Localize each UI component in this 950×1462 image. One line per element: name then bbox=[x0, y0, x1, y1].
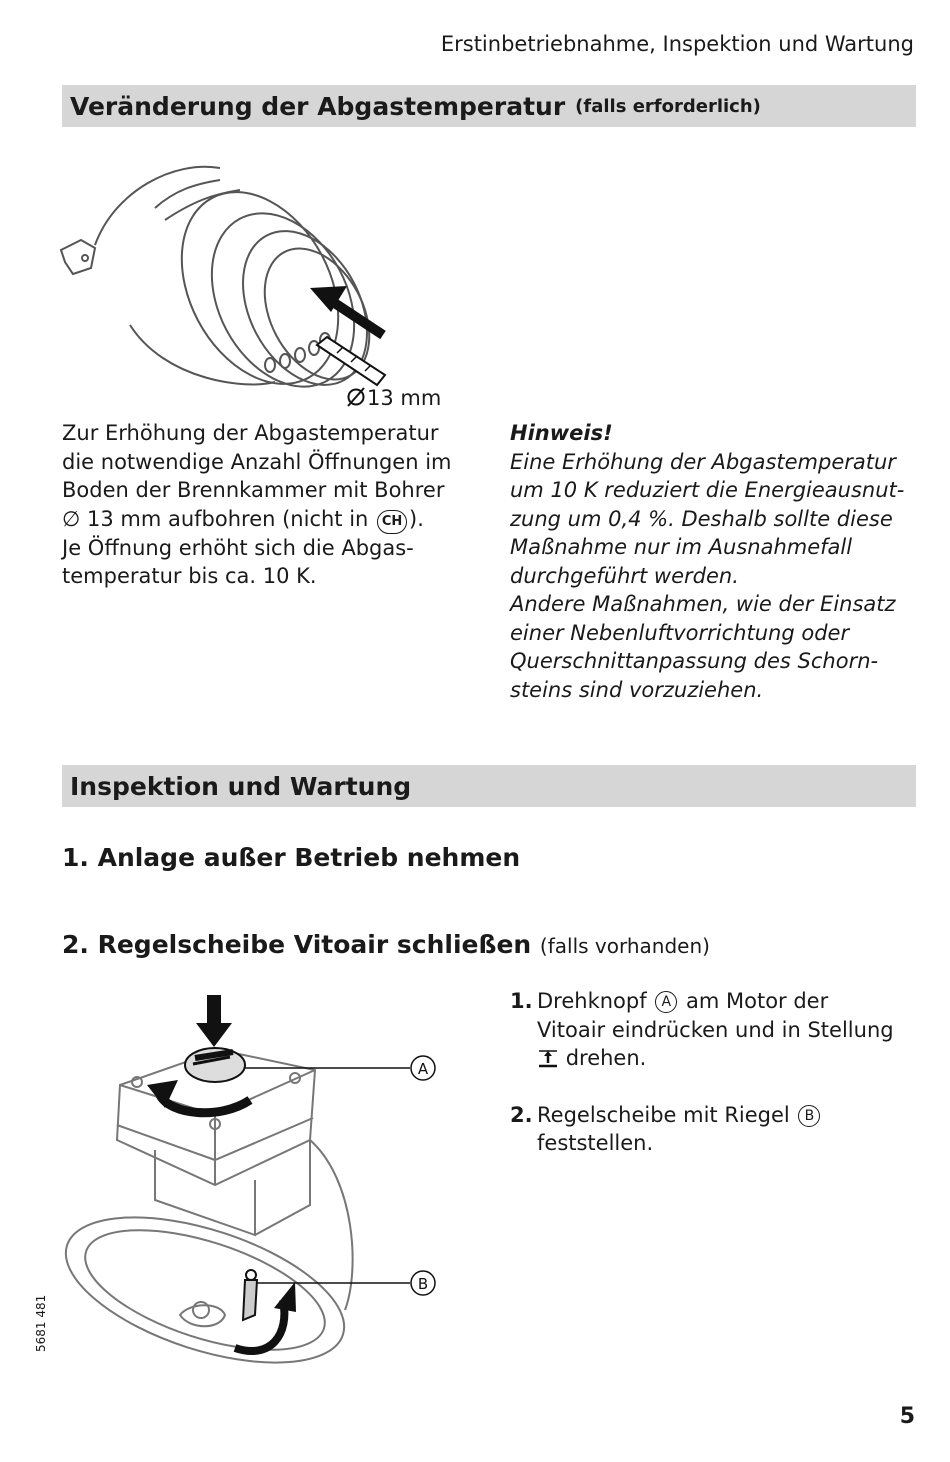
diameter-icon bbox=[348, 388, 364, 406]
text-fragment: drehen. bbox=[565, 1046, 647, 1070]
section-heading-inspection bbox=[62, 765, 916, 807]
item-number: 1. bbox=[510, 989, 533, 1013]
note-line: steins sind vorzuziehen. bbox=[510, 677, 764, 702]
instruction-item-2 bbox=[510, 1101, 920, 1158]
running-header: Erstinbetriebnahme, Inspektion und Wartung bbox=[440, 32, 914, 56]
instruction-line bbox=[537, 987, 920, 1016]
instruction-list bbox=[510, 987, 920, 1158]
section-subtitle: (falls erforderlich) bbox=[575, 95, 761, 117]
ch-country-badge: CH bbox=[377, 510, 407, 534]
note-heading: Hinweis! bbox=[510, 421, 613, 445]
text-line-diameter bbox=[62, 505, 492, 534]
document-number: 5681 481 bbox=[34, 1294, 48, 1352]
note-line: einer Nebenluftvorrichtung oder bbox=[510, 620, 850, 645]
text-fragment: Regelscheibe mit Riegel bbox=[537, 1102, 790, 1127]
combustion-chamber-illustration bbox=[55, 150, 455, 415]
instruction-line: Vitoair eindrücken und in Stellung bbox=[537, 1017, 894, 1042]
section-heading-exhaust-temperature bbox=[62, 85, 916, 127]
latch bbox=[243, 1270, 257, 1320]
callout-a-label: A bbox=[417, 1060, 429, 1078]
arrow-icon bbox=[310, 286, 383, 335]
note-line: Maßnahme nur im Ausnahmefall bbox=[510, 535, 853, 559]
diameter-symbol-icon: ∅ bbox=[62, 506, 81, 531]
step-2-note: (falls vorhanden) bbox=[539, 934, 710, 958]
step-2-heading bbox=[62, 930, 710, 959]
text-fragment: ). bbox=[409, 506, 424, 531]
step-1-heading: 1. Anlage außer Betrieb nehmen bbox=[62, 843, 521, 872]
callout-b-label: B bbox=[417, 1275, 429, 1293]
mount-tab bbox=[61, 240, 95, 274]
item-number: 2. bbox=[510, 1102, 533, 1127]
text-fragment: am Motor der bbox=[679, 989, 829, 1013]
note-box bbox=[510, 419, 930, 704]
closed-position-icon bbox=[537, 1047, 559, 1069]
text-fragment: 13 mm aufbohren (nicht in bbox=[86, 506, 369, 531]
note-line: durchgeführt werden. bbox=[510, 563, 739, 588]
rotate-arrow-icon bbox=[147, 1080, 250, 1113]
ref-b-badge: B bbox=[798, 1105, 820, 1127]
instruction-line bbox=[537, 1044, 920, 1073]
vitoair-illustration bbox=[55, 990, 445, 1390]
text-line: Boden der Brennkammer mit Bohrer bbox=[62, 478, 445, 502]
page-number: 5 bbox=[899, 1404, 915, 1429]
ref-a-badge: A bbox=[655, 991, 677, 1013]
instruction-line bbox=[537, 1101, 920, 1130]
note-line: Andere Maßnahmen, wie der Einsatz bbox=[510, 592, 896, 616]
note-line: Eine Erhöhung der Abgastemperatur bbox=[510, 449, 896, 474]
section-title: Veränderung der Abgastemperatur bbox=[70, 91, 566, 121]
note-line: Querschnittanpassung des Schorn- bbox=[510, 649, 879, 673]
text-line: Zur Erhöhung der Abgastemperatur bbox=[62, 421, 439, 445]
press-arrow-icon bbox=[196, 995, 232, 1047]
text-line: Je Öffnung erhöht sich die Abgas- bbox=[62, 535, 414, 560]
rotary-knob bbox=[185, 1048, 245, 1082]
step-2-title: 2. Regelscheibe Vitoair schließen bbox=[62, 930, 532, 959]
note-line: um 10 K reduziert die Energieausnut- bbox=[510, 478, 905, 502]
instruction-line: feststellen. bbox=[537, 1131, 654, 1155]
text-line: die notwendige Anzahl Öffnungen im bbox=[62, 449, 452, 474]
text-fragment: Drehknopf bbox=[537, 989, 647, 1013]
text-line: temperatur bis ca. 10 K. bbox=[62, 564, 317, 588]
section-title: Inspektion und Wartung bbox=[70, 771, 412, 801]
note-line: zung um 0,4 %. Deshalb sollte diese bbox=[510, 506, 893, 531]
instruction-item-1 bbox=[510, 987, 920, 1073]
dimension-label: 13 mm bbox=[367, 386, 442, 410]
drilling-instructions bbox=[62, 419, 492, 591]
